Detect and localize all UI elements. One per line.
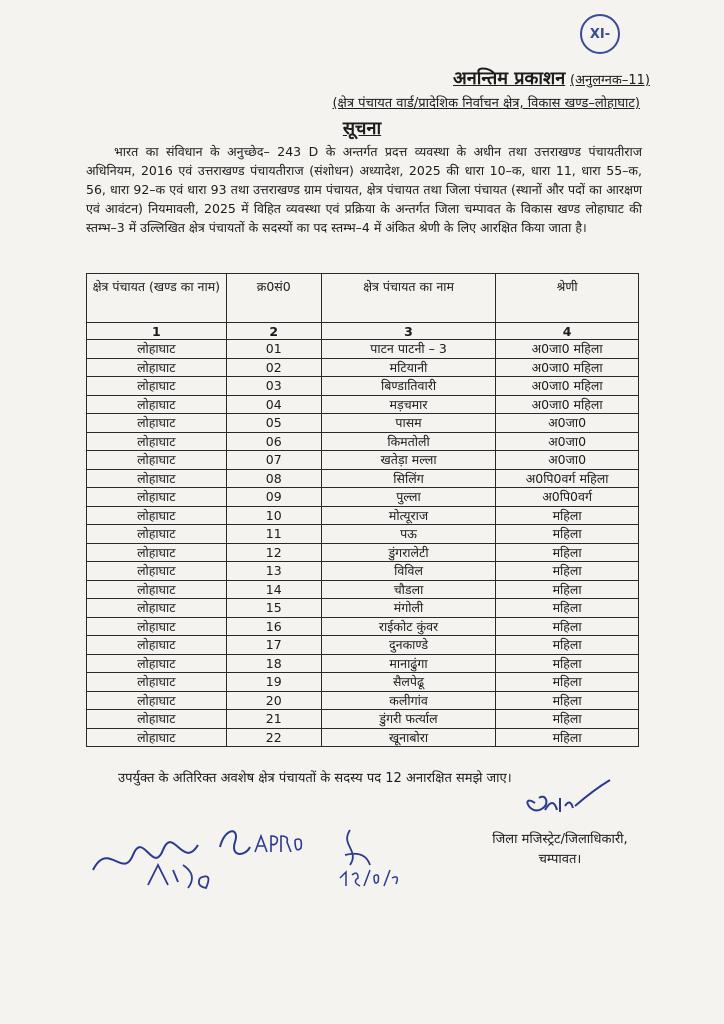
table-row xyxy=(87,414,639,433)
cell-panchayat-name: पऊ xyxy=(321,525,495,544)
table-row xyxy=(87,432,639,451)
table-row xyxy=(87,617,639,636)
cell-block-name: लोहाघाट xyxy=(87,654,227,673)
cell-serial: 16 xyxy=(226,617,321,636)
table-row xyxy=(87,710,639,729)
cell-serial: 08 xyxy=(226,469,321,488)
cell-category: महिला xyxy=(496,691,639,710)
cell-category: महिला xyxy=(496,728,639,747)
table-row xyxy=(87,451,639,470)
cell-panchayat-name: सिलिंग xyxy=(321,469,495,488)
cell-category: महिला xyxy=(496,673,639,692)
cell-panchayat-name: मटियानी xyxy=(321,358,495,377)
cell-block-name: लोहाघाट xyxy=(87,395,227,414)
table-row xyxy=(87,673,639,692)
cell-block-name: लोहाघाट xyxy=(87,377,227,396)
cell-block-name: लोहाघाट xyxy=(87,580,227,599)
cell-block-name: लोहाघाट xyxy=(87,728,227,747)
cell-category: महिला xyxy=(496,636,639,655)
table-row xyxy=(87,580,639,599)
cell-block-name: लोहाघाट xyxy=(87,469,227,488)
cell-panchayat-name: मोत्यूराज xyxy=(321,506,495,525)
cell-serial: 10 xyxy=(226,506,321,525)
table-row xyxy=(87,506,639,525)
cell-category: अ0जा0 महिला xyxy=(496,377,639,396)
cell-category: महिला xyxy=(496,525,639,544)
cell-panchayat-name: पुल्ला xyxy=(321,488,495,507)
cell-category: अ0जा0 महिला xyxy=(496,340,639,359)
column-number: 1 xyxy=(87,323,227,340)
notice-paragraph: भारत का संविधान के अनुच्छेद– 243 D के अन्तर्गत प्रदत्त व्यवस्था के अधीन तथा उत्तराखण्ड पंचायतीराज अधिनियम, 2016 एवं उत्तराखण्ड पंचायतीराज (संशोधन) अध्यादेश, 2025 की धारा 10–क, धारा 11, धारा 55–क, 56, धारा 92–क एवं धारा 93 तथा उत्तराखण्ड ग्राम पंचायत, क्षेत्र पंचायत तथा जिला पंचायत (स्थानों और पदों का आरक्षण एवं आवंटन) नियमावली, 2025 में विहित व्यवस्था एवं प्रक्रिया के अन्तर्गत जिला चम्पावत के विकास खण्ड लोहाघाट की स्तम्भ–3 में उल्लिखित क्षेत्र पंचायतों के सदस्यों का पद स्तम्भ–4 में अंकित श्रेणी के लिए आरक्षित किया जाता है। xyxy=(86,144,642,235)
signature-dated xyxy=(330,820,410,890)
cell-category: महिला xyxy=(496,562,639,581)
cell-block-name: लोहाघाट xyxy=(87,710,227,729)
header-panchayat-name: क्षेत्र पंचायत का नाम xyxy=(321,274,495,323)
cell-block-name: लोहाघाट xyxy=(87,451,227,470)
cell-panchayat-name: मड़चमार xyxy=(321,395,495,414)
table-row xyxy=(87,599,639,618)
cell-category: अ0जा0 xyxy=(496,414,639,433)
reservation-table xyxy=(86,273,639,747)
cell-panchayat-name: मंगोली xyxy=(321,599,495,618)
cell-block-name: लोहाघाट xyxy=(87,414,227,433)
cell-serial: 21 xyxy=(226,710,321,729)
document-subtitle: (क्षेत्र पंचायत वार्ड/प्रादेशिक निर्वाचन क्षेत्र, विकास खण्ड–लोहाघाट) xyxy=(332,96,640,111)
cell-panchayat-name: मानाढुंगा xyxy=(321,654,495,673)
column-number: 3 xyxy=(321,323,495,340)
cell-category: अ0पि0वर्ग महिला xyxy=(496,469,639,488)
cell-category: अ0जा0 महिला xyxy=(496,358,639,377)
cell-block-name: लोहाघाट xyxy=(87,599,227,618)
header-block-name: क्षेत्र पंचायत (खण्ड का नाम) xyxy=(87,274,227,323)
column-number-row xyxy=(87,323,639,340)
table-row xyxy=(87,358,639,377)
cell-serial: 07 xyxy=(226,451,321,470)
cell-serial: 15 xyxy=(226,599,321,618)
page-stamp xyxy=(580,14,620,54)
cell-panchayat-name: चौडला xyxy=(321,580,495,599)
cell-serial: 20 xyxy=(226,691,321,710)
table-row xyxy=(87,562,639,581)
table-row xyxy=(87,728,639,747)
annex-label: (अनुलग्नक–11) xyxy=(570,73,650,88)
cell-block-name: लोहाघाट xyxy=(87,525,227,544)
document-title: अनन्तिम प्रकाशन xyxy=(453,68,566,89)
cell-panchayat-name: कलीगांव xyxy=(321,691,495,710)
signature-block xyxy=(470,830,650,870)
cell-panchayat-name: विविल xyxy=(321,562,495,581)
cell-category: अ0जा0 xyxy=(496,451,639,470)
signatory-designation: जिला मजिस्ट्रेट/जिलाधिकारी, xyxy=(492,832,628,847)
cell-serial: 14 xyxy=(226,580,321,599)
table-row xyxy=(87,488,639,507)
cell-block-name: लोहाघाट xyxy=(87,636,227,655)
cell-panchayat-name: सैलपेढू xyxy=(321,673,495,692)
cell-block-name: लोहाघाट xyxy=(87,617,227,636)
cell-serial: 19 xyxy=(226,673,321,692)
cell-category: महिला xyxy=(496,543,639,562)
cell-category: महिला xyxy=(496,580,639,599)
cell-block-name: लोहाघाट xyxy=(87,673,227,692)
table-row xyxy=(87,543,639,562)
cell-serial: 03 xyxy=(226,377,321,396)
table-row xyxy=(87,691,639,710)
cell-serial: 11 xyxy=(226,525,321,544)
footer-note: उपर्युक्त के अतिरिक्त अवशेष क्षेत्र पंचायतों के सदस्य पद 12 अनारक्षित समझे जाए। xyxy=(118,771,512,786)
cell-block-name: लोहाघाट xyxy=(87,432,227,451)
cell-panchayat-name: डुंगरी फर्त्याल xyxy=(321,710,495,729)
cell-serial: 17 xyxy=(226,636,321,655)
cell-serial: 06 xyxy=(226,432,321,451)
cell-panchayat-name: खूनाबोरा xyxy=(321,728,495,747)
cell-category: महिला xyxy=(496,654,639,673)
cell-block-name: लोहाघाट xyxy=(87,506,227,525)
cell-panchayat-name: राईकोट कुंवर xyxy=(321,617,495,636)
table-row xyxy=(87,525,639,544)
table-row xyxy=(87,377,639,396)
table-row xyxy=(87,340,639,359)
cell-panchayat-name: पासम xyxy=(321,414,495,433)
cell-panchayat-name: खतेड़ा मल्ला xyxy=(321,451,495,470)
cell-serial: 01 xyxy=(226,340,321,359)
signature-apro xyxy=(215,822,305,867)
cell-serial: 05 xyxy=(226,414,321,433)
header-serial: क्र0सं0 xyxy=(226,274,321,323)
cell-serial: 09 xyxy=(226,488,321,507)
column-number: 4 xyxy=(496,323,639,340)
cell-category: महिला xyxy=(496,710,639,729)
table-row xyxy=(87,395,639,414)
stamp-label: XI- xyxy=(589,26,611,42)
cell-block-name: लोहाघाट xyxy=(87,543,227,562)
cell-panchayat-name: बिण्डातिवारी xyxy=(321,377,495,396)
cell-block-name: लोहाघाट xyxy=(87,562,227,581)
table-header-row xyxy=(87,274,639,323)
header-category: श्रेणी xyxy=(496,274,639,323)
cell-serial: 13 xyxy=(226,562,321,581)
table-row xyxy=(87,636,639,655)
cell-block-name: लोहाघाट xyxy=(87,488,227,507)
cell-category: महिला xyxy=(496,506,639,525)
cell-panchayat-name: डुंगरालेटी xyxy=(321,543,495,562)
notice-heading: सूचना xyxy=(342,118,382,139)
cell-panchayat-name: किमतोली xyxy=(321,432,495,451)
cell-category: महिला xyxy=(496,599,639,618)
cell-category: अ0पि0वर्ग xyxy=(496,488,639,507)
title-row xyxy=(380,66,650,90)
cell-serial: 04 xyxy=(226,395,321,414)
cell-serial: 22 xyxy=(226,728,321,747)
cell-serial: 18 xyxy=(226,654,321,673)
cell-block-name: लोहाघाट xyxy=(87,358,227,377)
cell-serial: 02 xyxy=(226,358,321,377)
signature-aido xyxy=(88,820,228,900)
cell-category: अ0जा0 महिला xyxy=(496,395,639,414)
cell-category: अ0जा0 xyxy=(496,432,639,451)
table-row xyxy=(87,654,639,673)
cell-block-name: लोहाघाट xyxy=(87,340,227,359)
cell-panchayat-name: दुनकाण्डे xyxy=(321,636,495,655)
cell-category: महिला xyxy=(496,617,639,636)
table-row xyxy=(87,469,639,488)
column-number: 2 xyxy=(226,323,321,340)
signature-magistrate xyxy=(515,778,615,828)
cell-panchayat-name: पाटन पाटनी – 3 xyxy=(321,340,495,359)
cell-block-name: लोहाघाट xyxy=(87,691,227,710)
signatory-location: चम्पावत। xyxy=(538,852,582,867)
cell-serial: 12 xyxy=(226,543,321,562)
